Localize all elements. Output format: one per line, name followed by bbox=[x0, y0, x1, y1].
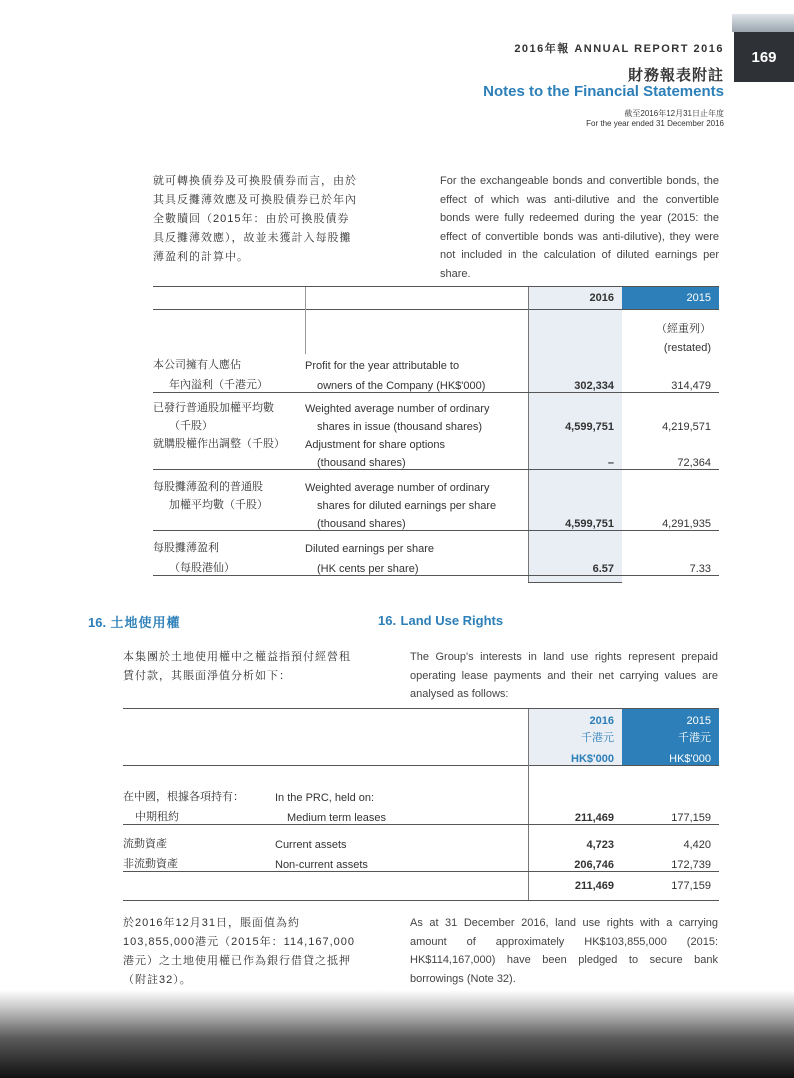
land-noncurrent-2016: 206,746 bbox=[528, 851, 622, 872]
land-col-2015: 2015 bbox=[622, 709, 719, 728]
eps-value-2015: 314,479 bbox=[622, 372, 719, 393]
eps-row-en: Profit for the year attributable to bbox=[305, 360, 460, 372]
section-title-en: Notes to the Financial Statements bbox=[483, 83, 724, 100]
land-noncurrent-2015: 172,739 bbox=[622, 851, 719, 872]
land-medium-2015: 177,159 bbox=[622, 804, 719, 825]
eps-note-cn: 就可轉換債券及可換股債券而言，由於其具反攤薄效應及可換股債券已於年內全數贖回（2015年：由於可換股債券具反攤薄效應），故並未獲計入每股攤薄盈利的計算中。 bbox=[153, 175, 357, 263]
eps-col-2015: 2015 bbox=[622, 287, 719, 310]
eps-row-en: (HK cents per share) bbox=[305, 555, 528, 576]
eps-row-en: shares in issue (thousand shares) bbox=[317, 421, 483, 433]
land-total-2015: 177,159 bbox=[622, 872, 719, 901]
eps-row-en: owners of the Company (HK$'000) bbox=[305, 372, 528, 393]
eps-value-2016: 6.57 bbox=[528, 555, 622, 576]
eps-value-2015: 4,219,571 bbox=[662, 421, 711, 433]
page-tab-strip bbox=[732, 14, 794, 32]
eps-row-cn: 每股攤薄盈利的普通股 bbox=[153, 481, 263, 493]
land-intro-en: The Group's interests in land use rights represent prepaid operating lease payments and their net carrying values are analysed as follows: bbox=[410, 651, 718, 700]
land-unit-en-2016: HK$'000 bbox=[528, 745, 622, 766]
land-prc-cn: 在中國，根據各項持有： bbox=[123, 791, 244, 803]
eps-note-en: For the exchangeable bonds and convertible bonds, the effect of which was anti-dilutive and the convertible bonds were fully redeemed during the year (2015: the effect of convertible bonds was anti-dilutive), they were not included in the calculation of diluted earnings per share. bbox=[440, 175, 719, 280]
land-unit-cn-2016: 千港元 bbox=[528, 727, 622, 745]
eps-row-cn: 本公司擁有人應佔 bbox=[153, 359, 241, 371]
land-section-number: 16. bbox=[88, 615, 107, 630]
eps-restated-cn: （經重列） bbox=[656, 323, 711, 335]
eps-restated-en: (restated) bbox=[663, 342, 711, 354]
eps-row-cn: 就購股權作出調整（千股） bbox=[153, 438, 285, 450]
eps-row-en: (thousand shares) bbox=[305, 512, 528, 531]
period-en: For the year ended 31 December 2016 bbox=[586, 119, 724, 128]
eps-row-en: shares for diluted earnings per share bbox=[317, 500, 497, 512]
eps-value-2015: 72,364 bbox=[622, 451, 719, 470]
land-current-cn: 流動資產 bbox=[123, 838, 167, 850]
land-unit-en-2015: HK$'000 bbox=[622, 745, 719, 766]
land-col-2016: 2016 bbox=[528, 709, 622, 728]
land-noncurrent-en: Non-current assets bbox=[275, 851, 528, 872]
eps-row-cn: 每股攤薄盈利 bbox=[153, 542, 219, 554]
eps-value-2015: 7.33 bbox=[622, 555, 719, 576]
eps-row-cn: 已發行普通股加權平均數 bbox=[153, 402, 274, 414]
eps-table bbox=[153, 286, 719, 583]
eps-value-2016: – bbox=[528, 451, 622, 470]
eps-row-cn: 年內溢利（千港元） bbox=[153, 372, 305, 393]
eps-value-2016: 4,599,751 bbox=[528, 512, 622, 531]
eps-row-en: Adjustment for share options bbox=[305, 439, 446, 451]
land-section-title-en-block bbox=[378, 612, 503, 630]
land-current-2015: 4,420 bbox=[683, 839, 711, 851]
land-current-2016: 4,723 bbox=[528, 825, 622, 852]
land-section-title-cn: 土地使用權 bbox=[110, 615, 181, 630]
land-medium-cn: 中期租約 bbox=[123, 804, 275, 825]
eps-col-2016: 2016 bbox=[528, 287, 622, 310]
eps-value-2016: 302,334 bbox=[528, 372, 622, 393]
land-intro-cn: 本集團於土地使用權中之權益指預付經營租賃付款，其賬面淨值分析如下： bbox=[123, 651, 351, 682]
land-section-title-en: Land Use Rights bbox=[400, 613, 504, 628]
eps-row-en: Diluted earnings per share bbox=[305, 543, 435, 555]
land-unit-cn-2015: 千港元 bbox=[622, 727, 719, 745]
eps-value-2015: 4,291,935 bbox=[622, 512, 719, 531]
report-title: 2016年報 ANNUAL REPORT 2016 bbox=[514, 43, 724, 55]
page-footer-band bbox=[0, 990, 794, 1078]
land-section-title-cn-block bbox=[88, 612, 181, 632]
pledge-note-cn: 於2016年12月31日，賬面值為約103,855,000港元（2015年：114,167,000港元）之土地使用權已作為銀行借貸之抵押（附註32）。 bbox=[123, 917, 355, 986]
eps-row-en: Weighted average number of ordinary bbox=[305, 482, 490, 494]
period-cn: 截至2016年12月31日止年度 bbox=[624, 109, 724, 118]
eps-row-en: (thousand shares) bbox=[305, 451, 528, 470]
eps-row-cn: （千股） bbox=[169, 420, 213, 432]
land-medium-en: Medium term leases bbox=[275, 804, 528, 825]
land-section-number: 16. bbox=[378, 613, 397, 628]
eps-row-cn: 加權平均數（千股） bbox=[169, 499, 268, 511]
land-table bbox=[123, 708, 719, 901]
land-total-2016: 211,469 bbox=[528, 872, 622, 901]
land-prc-en: In the PRC, held on: bbox=[275, 792, 375, 804]
eps-value-2016: 4,599,751 bbox=[528, 415, 622, 433]
land-current-en: Current assets bbox=[275, 839, 347, 851]
eps-row-en: Weighted average number of ordinary bbox=[305, 403, 490, 415]
pledge-note-en: As at 31 December 2016, land use rights with a carrying amount of approximately HK$103,855,000 (2015: HK$114,167,000) have been pledged to secure bank borrowings (Note 32). bbox=[410, 917, 718, 985]
land-medium-2016: 211,469 bbox=[528, 804, 622, 825]
land-noncurrent-cn: 非流動資產 bbox=[123, 851, 275, 872]
eps-row-cn: （每股港仙） bbox=[153, 555, 305, 576]
section-title-cn: 財務報表附註 bbox=[627, 67, 724, 84]
eps-row-cn bbox=[153, 451, 305, 470]
page-number: 169 bbox=[734, 32, 794, 82]
